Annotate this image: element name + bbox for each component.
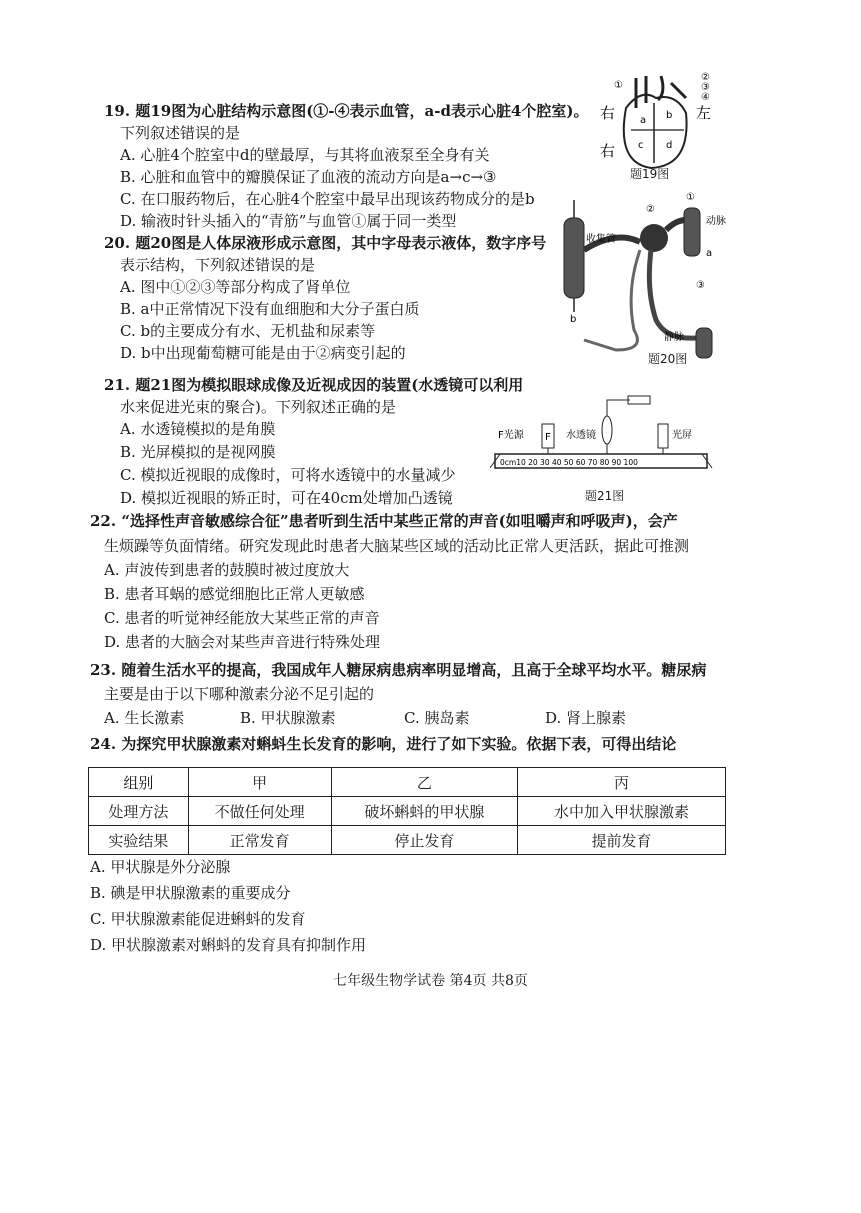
q23-option-d: D. 肾上腺素 [545, 709, 627, 727]
label-screen: 光屏 [672, 430, 692, 441]
table-cell: 甲 [188, 768, 331, 797]
table-row [89, 797, 726, 826]
table-cell: 水中加入甲状腺激素 [518, 797, 726, 826]
q21-stem: 21. 题21图为模拟眼球成像及近视成因的装置(水透镜可以利用 [104, 376, 524, 394]
table-cell: 实验结果 [89, 826, 189, 855]
q22-option-c: C. 患者的听觉神经能放大某些正常的声音 [104, 609, 380, 627]
q23-option-c: C. 胰岛素 [404, 709, 470, 727]
label-source: F光源 [498, 430, 524, 441]
heart-diagram [596, 68, 716, 178]
q24-option-a: A. 甲状腺是外分泌腺 [90, 858, 231, 876]
table-cell: 正常发育 [188, 826, 331, 855]
q19-option-d: D. 输液时针头插入的“青筋”与血管①属于同一类型 [120, 212, 457, 230]
q19-option-a: A. 心脏4个腔室中d的壁最厚，与其将血液泵至全身有关 [120, 146, 490, 164]
table-cell: 停止发育 [331, 826, 517, 855]
label-artery: 动脉 [706, 216, 726, 227]
q22-stem-cont: 生烦躁等负面情绪。研究发现此时患者大脑某些区域的活动比正常人更活跃，据此可推测 [104, 537, 690, 555]
label-4: ④ [701, 92, 710, 103]
q22-option-b: B. 患者耳蜗的感觉细胞比正常人更敏感 [104, 585, 365, 603]
page-footer: 七年级生物学试卷 第4页 共8页 [333, 973, 528, 989]
nephron-diagram [556, 190, 726, 360]
q23-stem-cont: 主要是由于以下哪种激素分泌不足引起的 [104, 685, 375, 703]
q24-stem: 24. 为探究甲状腺激素对蝌蚪生长发育的影响，进行了如下实验。依据下表，可得出结论 [90, 735, 677, 753]
q21-option-d: D. 模拟近视眼的矫正时，可在40cm处增加凸透镜 [120, 489, 453, 507]
q20-option-b: B. a中正常情况下没有血细胞和大分子蛋白质 [120, 300, 420, 318]
fig19-caption: 题19图 [630, 167, 670, 181]
q22-option-d: D. 患者的大脑会对某些声音进行特殊处理 [104, 633, 381, 651]
fig20-caption: 题20图 [648, 352, 688, 366]
experiment-table [88, 767, 726, 855]
q24-option-d: D. 甲状腺激素对蝌蚪的发育具有抑制作用 [90, 936, 367, 954]
table-cell: 处理方法 [89, 797, 189, 826]
label-n1: ① [686, 192, 695, 203]
label-1: ① [614, 80, 623, 91]
q20-option-c: C. b的主要成分有水、无机盐和尿素等 [120, 322, 376, 340]
label-n3: ③ [696, 280, 705, 291]
label-b: b [666, 110, 673, 121]
label-a: a [706, 248, 713, 259]
label-b: b [570, 314, 577, 325]
label-c: c [638, 140, 644, 151]
q21-option-c: C. 模拟近视眼的成像时，可将水透镜中的水量减少 [120, 466, 456, 484]
fig21-caption: 题21图 [585, 489, 625, 503]
q20-option-a: A. 图中①②③等部分构成了肾单位 [120, 278, 351, 296]
q23-stem: 23. 随着生活水平的提高，我国成年人糖尿病患病率明显增高，且高于全球平均水平。糖尿病 [90, 661, 707, 679]
q19-option-c: C. 在口服药物后，在心脏4个腔室中最早出现该药物成分的是b [120, 190, 535, 208]
label-duct: 收集管 [586, 234, 616, 245]
table-row [89, 768, 726, 797]
label-left: 左 [696, 104, 712, 122]
table-cell: 破坏蝌蚪的甲状腺 [331, 797, 517, 826]
label-f: F [545, 432, 551, 443]
label-2: ② [701, 72, 710, 83]
table-cell: 提前发育 [518, 826, 726, 855]
q21-option-b: B. 光屏模拟的是视网膜 [120, 443, 276, 461]
q20-stem: 20. 题20图是人体尿液形成示意图，其中字母表示液体，数字序号 [104, 234, 547, 252]
q21-stem-cont: 水来促进光束的聚合)。下列叙述正确的是 [120, 398, 396, 416]
table-cell: 丙 [518, 768, 726, 797]
table-cell: 乙 [331, 768, 517, 797]
label-right-2: 右 [600, 142, 616, 160]
label-a: a [640, 115, 647, 126]
label-lens: 水透镜 [566, 430, 596, 441]
q20-stem-cont: 表示结构，下列叙述错误的是 [120, 256, 316, 274]
ruler-scale: 0cm10 20 30 40 50 60 70 80 90 100 [500, 458, 638, 467]
q22-option-a: A. 声波传到患者的鼓膜时被过度放大 [104, 561, 350, 579]
q20-option-d: D. b中出现葡萄糖可能是由于②病变引起的 [120, 344, 406, 362]
label-d: d [666, 140, 673, 151]
label-3: ③ [701, 82, 710, 93]
table-row [89, 826, 726, 855]
q22-stem: 22. “选择性声音敏感综合征”患者听到生活中某些正常的声音(如咀嚼声和呼吸声)，会产 [90, 512, 678, 530]
q19-option-b: B. 心脏和血管中的瓣膜保证了血液的流动方向是a→c→③ [120, 168, 497, 186]
label-n2: ② [646, 204, 655, 215]
table-cell: 不做任何处理 [188, 797, 331, 826]
q19-stem-cont: 下列叙述错误的是 [120, 124, 241, 142]
q19-stem: 19. 题19图为心脏结构示意图(①-④表示血管，a-d表示心脏4个腔室)。 [104, 102, 589, 120]
label-right: 右 [600, 104, 616, 122]
lens-apparatus [490, 392, 715, 482]
label-vein: 静脉 [664, 332, 684, 343]
q21-option-a: A. 水透镜模拟的是角膜 [120, 420, 276, 438]
q24-option-b: B. 碘是甲状腺激素的重要成分 [90, 884, 291, 902]
table-cell: 组别 [89, 768, 189, 797]
q24-option-c: C. 甲状腺激素能促进蝌蚪的发育 [90, 910, 306, 928]
q23-option-a: A. 生长激素 [104, 709, 185, 727]
q23-option-b: B. 甲状腺激素 [240, 709, 336, 727]
